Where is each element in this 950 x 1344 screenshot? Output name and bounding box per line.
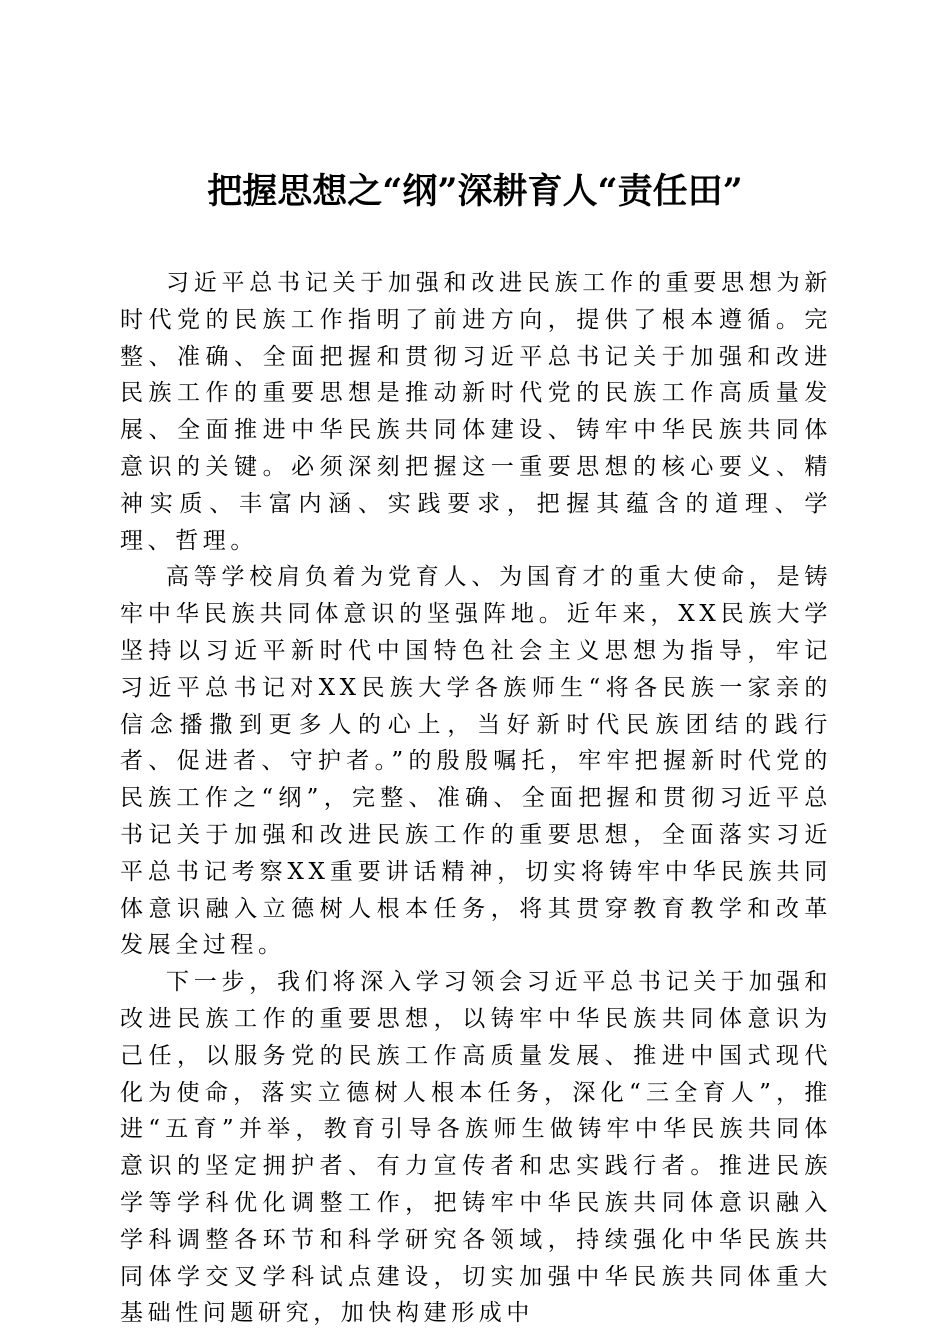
document-title: 把握思想之“纲”深耕育人“责任田” <box>207 171 743 212</box>
paragraph-2: 高等学校肩负着为党育人、为国育才的重大使命，是铸牢中华民族共同体意识的坚强阵地。近年来，XX民族大学坚持以习近平新时代中国特色社会主义思想为指导，牢记习近平总书记对XX民族大学各族师生“将各民族一家亲的信念播撒到更多人的心上，当好新时代民族团结的践行者、促进者、守护者。”的殷殷嘱托，牢牢把握新时代党的民族工作之“纲”，完整、准确、全面把握和贯彻习近平总书记关于加强和改进民族工作的重要思想，全面落实习近平总书记考察XX重要讲话精神，切实将铸牢中华民族共同体意识融入立德树人根本任务，将其贯穿教育教学和改革发展全过程。 <box>120 564 832 959</box>
paragraph-1: 习近平总书记关于加强和改进民族工作的重要思想为新时代党的民族工作指明了前进方向，提供了根本遵循。完整、准确、全面把握和贯彻习近平总书记关于加强和改进民族工作的重要思想是推动新时代党的民族工作高质量发展、全面推进中华民族共同体建设、铸牢中华民族共同体意识的关键。必须深刻把握这一重要思想的核心要义、精神实质、丰富内涵、实践要求，把握其蕴含的道理、学理、哲理。 <box>120 270 832 554</box>
paragraph-3: 下一步，我们将深入学习领会习近平总书记关于加强和改进民族工作的重要思想，以铸牢中华民族共同体意识为己任，以服务党的民族工作高质量发展、推进中国式现代化为使命，落实立德树人根本任务，深化“三全育人”，推进“五育”并举，教育引导各族师生做铸牢中华民族共同体意识的坚定拥护者、有力宣传者和忠实践行者。推进民族学等学科优化调整工作，把铸牢中华民族共同体意识融入学科调整各环节和科学研究各领域，持续强化中华民族共同体学交叉学科试点建设，切实加强中华民族共同体重大基础性问题研究，加快构建形成中 <box>120 969 832 1327</box>
document-body <box>120 265 832 1332</box>
